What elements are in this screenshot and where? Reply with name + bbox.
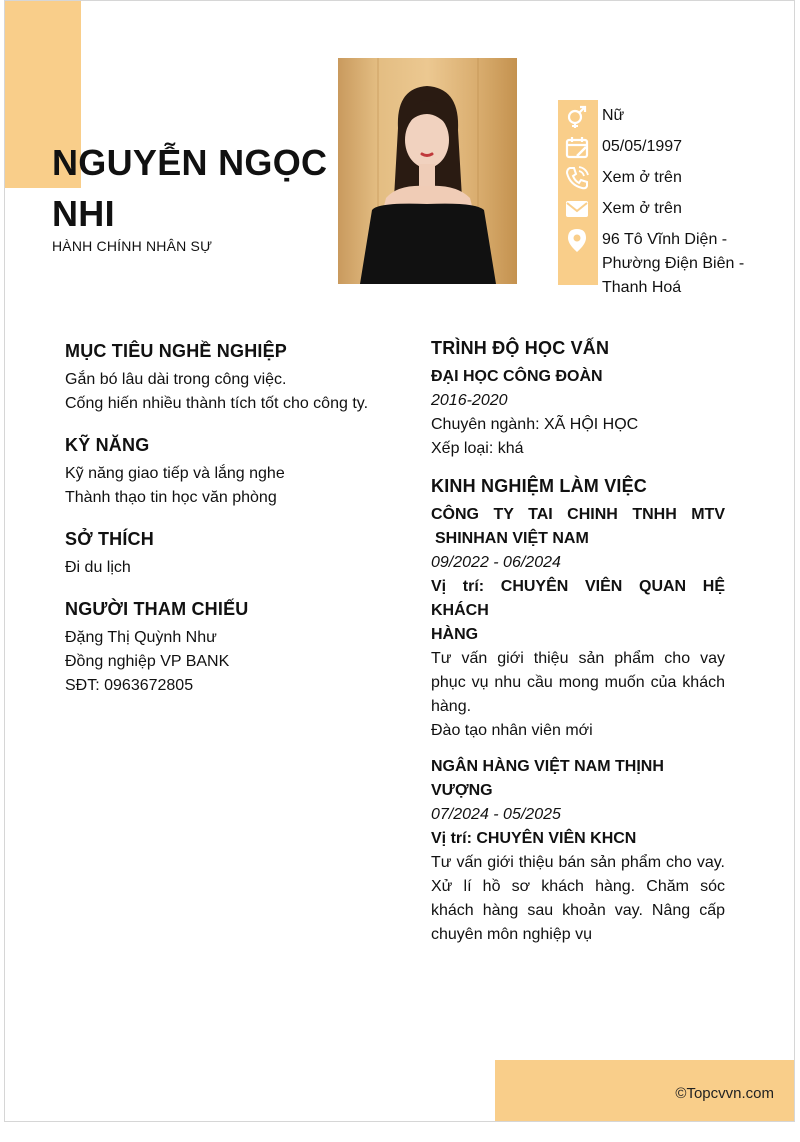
experience-position: Vị trí: CHUYÊN VIÊN KHCN — [431, 830, 637, 847]
right-column — [431, 335, 725, 947]
gender-icon — [564, 103, 590, 129]
email-icon — [564, 196, 590, 222]
address-value: 96 Tô Vĩnh Diện - Phường Điện Biên - Thanh Hoá — [602, 231, 745, 296]
experience-description: Đào tạo nhân viên mới — [431, 722, 593, 739]
resume-page — [4, 0, 795, 1122]
references-title: NGƯỜI THAM CHIẾU — [65, 599, 249, 619]
experience-period: 07/2024 - 05/2025 — [431, 806, 561, 823]
experience-company: CÔNG TY TAI CHINH TNHH MTV — [431, 506, 725, 523]
experience-company: NGÂN HÀNG VIỆT NAM THỊNH VƯỢNG — [431, 758, 664, 799]
birthday-value: 05/05/1997 — [602, 138, 683, 155]
calendar-icon — [564, 134, 590, 160]
copyright-text: ©Topcvvn.com — [675, 1085, 774, 1102]
experience-item — [431, 503, 725, 743]
objective-title: MỤC TIÊU NGHỀ NGHIỆP — [65, 341, 288, 361]
gender-value: Nữ — [602, 107, 625, 124]
education-title: TRÌNH ĐỘ HỌC VẤN — [431, 338, 610, 358]
experience-description: Tư vấn giới thiệu bán sản phẩm cho vay. Xử lí hồ sơ khách hàng. Chăm sóc khách hàng sau khoản vay. Nâng cấp chuyên môn nghiệp vụ — [431, 854, 725, 943]
objective-line: Gắn bó lâu dài trong công việc. — [65, 371, 287, 388]
education-school: ĐẠI HỌC CÔNG ĐOÀN — [431, 368, 603, 385]
skill-line: Kỹ năng giao tiếp và lắng nghe — [65, 465, 285, 482]
hobby-line: Đi du lịch — [65, 559, 131, 576]
phone-value: Xem ở trên — [602, 169, 682, 186]
experience-item — [431, 755, 725, 947]
education-grade: Xếp loại: khá — [431, 440, 524, 457]
experience-position: HÀNG — [431, 626, 479, 643]
footer-accent-block — [495, 1060, 795, 1122]
candidate-name: NGUYỄN NGỌC NHI — [52, 142, 328, 234]
education-period: 2016-2020 — [431, 392, 508, 409]
left-column — [65, 338, 395, 698]
experience-description: Tư vấn giới thiệu sản phẩm cho vay phục vụ nhu cầu mong muốn của khách hàng. — [431, 650, 725, 715]
hobbies-title: SỞ THÍCH — [65, 529, 154, 549]
skills-title: KỸ NĂNG — [65, 435, 150, 455]
phone-icon — [564, 165, 590, 191]
location-icon — [564, 227, 590, 253]
experience-title: KINH NGHIỆM LÀM VIỆC — [431, 476, 648, 496]
skill-line: Thành thạo tin học văn phòng — [65, 489, 277, 506]
reference-line: Đặng Thị Quỳnh Như — [65, 629, 217, 646]
experience-position: Vị trí: CHUYÊN VIÊN QUAN HỆ KHÁCH — [431, 578, 725, 619]
education-major: Chuyên ngành: XÃ HỘI HỌC — [431, 416, 639, 433]
email-value: Xem ở trên — [602, 200, 682, 217]
experience-period: 09/2022 - 06/2024 — [431, 554, 561, 571]
portrait-photo — [338, 58, 517, 284]
objective-line: Cống hiến nhiều thành tích tốt cho công ty. — [65, 395, 369, 412]
experience-company: SHINHAN VIỆT NAM — [435, 530, 589, 547]
job-title: HÀNH CHÍNH NHÂN SỰ — [52, 238, 213, 254]
reference-line: SĐT: 0963672805 — [65, 677, 194, 694]
reference-line: Đồng nghiệp VP BANK — [65, 653, 230, 670]
